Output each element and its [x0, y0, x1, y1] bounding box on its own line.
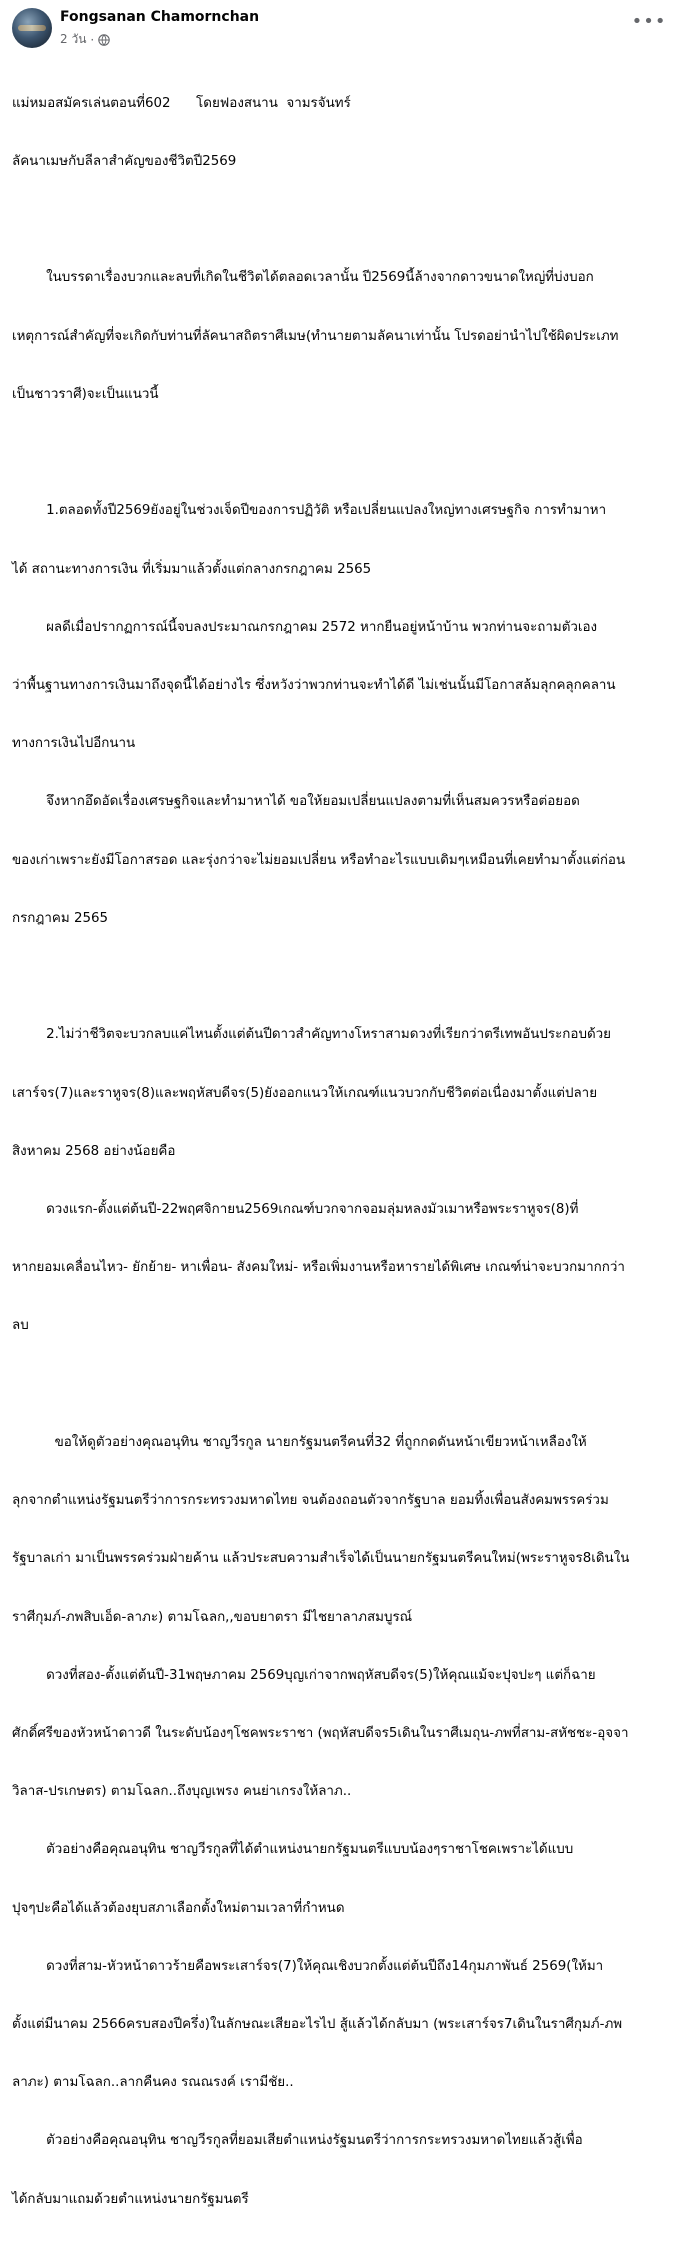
body-line: รัฐบาลเก่า มาเป็นพรรคร่วมฝ่ายค้าน แล้วประสบความสำเร็จได้เป็นนายกรัฐมนตรีคนใหม่(พระราหูจร8เดินใน: [12, 1551, 630, 1567]
body-line: ผลดีเมื่อปรากฏการณ์นี้จบลงประมาณกรกฎาคม 2572 หากยืนอยู่หน้าบ้าน พวกท่านจะถามตัวเอง: [12, 619, 598, 635]
body-line: ทางการเงินไปอีกนาน: [12, 736, 136, 752]
body-line: เป็นชาวราศี)จะเป็นแนวนี้: [12, 386, 159, 402]
post-body: [12, 55, 667, 2248]
more-options-button[interactable]: [633, 10, 665, 34]
body-line: แม่หมอสมัครเล่นตอนที่602 โดยฟองสนาน จามรจันทร์: [12, 95, 351, 111]
body-line: กรกฎาคม 2565: [12, 910, 109, 926]
body-line: ศักดิ์ศรีของหัวหน้าดาวดี ในระดับน้องๆโชคพระราชา (พฤหัสบดีจร5เดินในราศีเมถุน-ภพที่สาม-สหัชชะ-อุจจา: [12, 1725, 629, 1741]
body-line: [12, 967, 667, 986]
body-line: ลัคนาเมษกับลีลาสำคัญของชีวิตปี2569: [12, 154, 237, 170]
body-line: ปุจๆปะคือได้แล้วต้องยุบสภาเลือกตั้งใหม่ตามเวลาที่กำหนด: [12, 1900, 345, 1916]
body-line: ดวงแรก-ตั้งแต่ต้นปี-22พฤศจิกายน2569เกณฑ์บวกจากจอมลุ่มหลงมัวเมาหรือพระราหูจร(8)ที่: [12, 1201, 579, 1217]
body-line: [12, 443, 667, 462]
body-line: ลาภะ) ตามโฉลก..ลากคืนคง รณณรงค์ เรามีชัย..: [12, 2075, 294, 2091]
body-line: 1.ตลอดทั้งปี2569ยังอยู่ในช่วงเจ็ดปีของการปฏิวัติ หรือเปลี่ยนแปลงใหญ่ทางเศรษฐกิจ การทำมาหา: [12, 503, 607, 519]
post-time[interactable]: 2 วัน: [60, 32, 87, 46]
body-line: ได้กลับมาแถมด้วยตำแหน่งนายกรัฐมนตรี: [12, 2191, 249, 2207]
more-horizontal-icon: •••: [631, 11, 667, 32]
body-line: เหตุการณ์สำคัญที่จะเกิดกับท่านที่ลัคนาสถิตราศีเมษ(ทำนายตามลัคนาเท่านั้น โปรดอย่านำไปใช้ผิดประเภท: [12, 328, 619, 344]
author-name[interactable]: Fongsanan Chamornchan: [60, 9, 260, 25]
body-line: ราศีกุมภ์-ภพสิบเอ็ด-ลาภะ) ตามโฉลก,,ขอบยาตรา มีไชยาลาภสมบูรณ์: [12, 1609, 413, 1625]
body-line: ตัวอย่างคือคุณอนุทิน ชาญวีรกูลที่ได้ตำแหน่งนายกรัฐมนตรีแบบน้องๆราชาโชคเพราะได้แบบ: [12, 1842, 574, 1858]
public-globe-icon[interactable]: [98, 34, 110, 46]
body-line: ของเก่าเพราะยังมีโอกาสรอด และรุ่งกว่าจะไม่ยอมเปลี่ยน หรือทำอะไรแบบเดิมๆเหมือนที่เคยทำมาตั้งแต่ก่อน: [12, 852, 626, 868]
author-avatar[interactable]: [12, 8, 52, 48]
body-line: ดวงที่สอง-ตั้งแต่ต้นปี-31พฤษภาคม 2569บุญเก่าจากพฤหัสบดีจร(5)ให้คุณแม้จะปุจปะๆ แต่ก็ฉาย: [12, 1667, 596, 1683]
body-line: สิงหาคม 2568 อย่างน้อยคือ: [12, 1143, 176, 1159]
body-line: [12, 1375, 667, 1394]
body-line: วิลาส-ปรเกษตร) ตามโฉลก..ถึงบุญเพรง คนย่าเกรงให้ลาภ..: [12, 1784, 352, 1800]
post-meta: [60, 30, 110, 49]
body-line: เสาร์จร(7)และราหูจร(8)และพฤหัสบดีจร(5)ยังออกแนวให้เกณฑ์แนวบวกกับชีวิตต่อเนื่องมาตั้งแต่ปลาย: [12, 1085, 598, 1101]
body-line: 2.ไม่ว่าชีวิตจะบวกลบแค่ไหนตั้งแต่ต้นปีดาวสำคัญทางโหราสามดวงที่เรียกว่าตรีเทพอันประกอบด้วย: [12, 1027, 612, 1043]
body-line: ในบรรดาเรื่องบวกและลบที่เกิดในชีวิตได้ตลอดเวลานั้น ปี2569นี้ล้างจากดาวขนาดใหญ่ที่บ่งบอก: [12, 270, 594, 286]
body-line: ขอให้ดูตัวอย่างคุณอนุทิน ชาญวีรกูล นายกรัฐมนตรีคนที่32 ที่ถูกกดดันหน้าเขียวหน้าเหลืองให้: [12, 1434, 587, 1450]
body-line: จึงหากอึดอัดเรื่องเศรษฐกิจและทำมาหาได้ ขอให้ยอมเปลี่ยนแปลงตามที่เห็นสมควรหรือต่อยอด: [12, 794, 580, 810]
post-header: [12, 6, 669, 50]
body-line: ว่าพื้นฐานทางการเงินมาถึงจุดนี้ได้อย่างไร ซึ่งหวังว่าพวกท่านจะทำได้ดี ไม่เช่นนั้นมีโอกาสล้มลุกคลุกคลาน: [12, 678, 616, 693]
body-line: ลุกจากตำแหน่งรัฐมนตรีว่าการกระทรวงมหาดไทย จนต้องถอนตัวจากรัฐบาล ยอมทิ้งเพื่อนสังคมพรรคร่วม: [12, 1493, 609, 1509]
body-line: ตั้งแต่มีนาคม 2566ครบสองปีครึ่ง)ในลักษณะเสียอะไรไป สู้แล้วได้กลับมา (พระเสาร์จร7เดินในราศีกุมภ์-ภพ: [12, 2017, 623, 2033]
body-line: [12, 210, 667, 229]
body-line: ลบ: [12, 1318, 29, 1334]
body-line: ได้ สถานะทางการเงิน ที่เริ่มมาแล้วตั้งแต่กลางกรกฎาคม 2565: [12, 561, 372, 577]
body-line: ดวงที่สาม-หัวหน้าดาวร้ายคือพระเสาร์จร(7)ให้คุณเชิงบวกตั้งแต่ต้นปีถึง14กุมภาพันธ์ 2569(ให้มา: [12, 1958, 604, 1974]
meta-separator: ·: [90, 32, 95, 47]
body-line: ตัวอย่างคือคุณอนุทิน ชาญวีรกูลที่ยอมเสียตำแหน่งรัฐมนตรีว่าการกระทรวงมหาดไทยแล้วสู้เพื่อ: [12, 2133, 583, 2149]
body-line: หากยอมเคลื่อนไหว- ยักย้าย- หาเพื่อน- สังคมใหม่- หรือเพิ่มงานหรือหารายได้พิเศษ เกณฑ์น่าจะบวกมากกว่า: [12, 1260, 625, 1276]
